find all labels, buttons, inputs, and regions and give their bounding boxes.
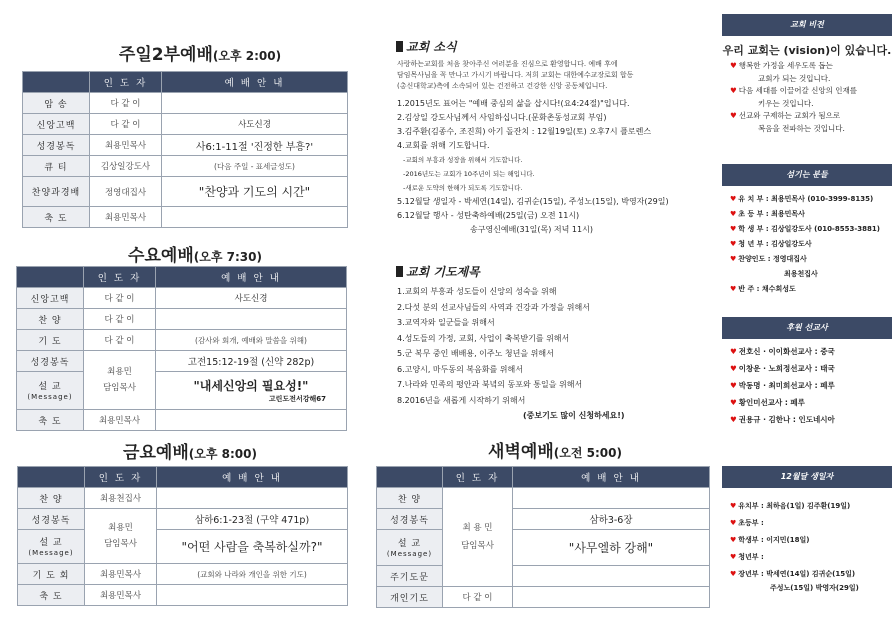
list-item: ♥ 선교와 구제하는 교회가 됨으로 <box>730 111 841 120</box>
list-item: 7.나라와 민족의 평안과 북녘의 동포와 통일을 위해서 <box>397 380 583 389</box>
wednesday-table <box>16 266 347 431</box>
friday-header-leader: 인 도 자 <box>85 467 157 488</box>
table-row: 성경봉독 최용민목사 사6:1-11절 '진정한 부흥?' <box>23 135 348 156</box>
heart-icon: ♥ <box>730 255 737 263</box>
list-item: -2016년도는 교회가 10주년이 되는 해입니다. <box>403 170 535 178</box>
sunday-title <box>80 40 320 65</box>
friday-title-text: 금요예배 <box>123 443 189 463</box>
wednesday-title-text: 수요예배 <box>128 246 194 266</box>
wednesday-header-leader: 인 도 자 <box>84 267 156 288</box>
list-item: ♥ 학생부 : 이지민(18일) <box>730 536 810 544</box>
list-item: ♥ 초등부 : <box>730 519 764 527</box>
list-item: ♥ 찬양인도 : 정영대집사 <box>730 255 807 263</box>
square-bullet-icon <box>396 266 403 277</box>
heart-icon: ♥ <box>730 210 737 218</box>
table-row: 축 도 최용민목사 <box>17 410 347 431</box>
heart-icon: ♥ <box>730 61 737 70</box>
heart-icon: ♥ <box>730 364 737 373</box>
list-item: 3.김주환(김종수, 조진희) 아기 돌잔치 : 12월19일(토) 오후7시 플로렌스 <box>397 127 652 136</box>
list-item: ♥ 반 주 : 채수희성도 <box>730 285 796 293</box>
heart-icon: ♥ <box>730 240 737 248</box>
table-row: 축 도 최용민목사 <box>23 207 348 228</box>
list-item: 2.김상일 강도사님께서 사임하십니다.(문화촌동성교회 부임) <box>397 113 607 122</box>
heart-icon: ♥ <box>730 225 737 233</box>
table-row: 성경봉독 최용민 담임목사 고전15:12-19절 (신약 282p) <box>17 351 347 372</box>
friday-title <box>80 438 300 463</box>
list-item: ♥ 행복한 가정을 세우도록 돕는 <box>730 61 833 70</box>
dawn-header-leader: 인 도 자 <box>443 467 513 488</box>
heart-icon: ♥ <box>730 415 737 424</box>
heart-icon: ♥ <box>730 86 737 95</box>
dawn-header-guide: 예 배 안 내 <box>513 467 710 488</box>
heart-icon: ♥ <box>730 111 737 120</box>
table-row: 찬양과경배 정영대집사 "찬양과 기도의 시간" <box>23 177 348 207</box>
heart-icon: ♥ <box>730 347 737 356</box>
sunday-header-guide: 예 배 안 내 <box>162 72 348 93</box>
news-heading: 교회 소식 <box>396 38 457 55</box>
table-row: 큐 티 김상일강도사 (다음 주일 - 표세글성도) <box>23 156 348 177</box>
dawn-title-text: 새벽예배 <box>488 442 554 462</box>
list-item: ♥ 전호신 · 이이화선교사 : 중국 <box>730 347 835 356</box>
list-item: ♥ 청 년 부 : 김상일강도사 <box>730 240 812 248</box>
sunday-time: (오후 2:00) <box>212 49 282 63</box>
heart-icon: ♥ <box>730 381 737 390</box>
list-item: 5.군 복무 중인 배배용, 이주노 청년을 위해서 <box>397 349 554 358</box>
list-item: 6.고양시, 마두동의 복음화를 위해서 <box>397 364 523 374</box>
square-bullet-icon <box>396 41 403 52</box>
table-row: 암 송 다 같 이 <box>23 93 348 114</box>
news-list <box>397 97 669 237</box>
heart-icon: ♥ <box>730 502 737 510</box>
list-item: ♥ 학 생 부 : 김상일강도사 (010-8553-3881) <box>730 225 880 233</box>
list-item: 4.성도들의 가정, 교회, 사업이 축복받기를 위해서 <box>397 333 570 343</box>
missionaries-heading: 후원 선교사 <box>722 317 892 339</box>
staff-heading: 섬기는 분들 <box>722 164 892 186</box>
list-item: 송구영신예배(31일(목) 저녁 11시) <box>470 225 593 234</box>
table-row: 신앙고백 다 같 이 사도신경 <box>23 114 348 135</box>
table-row: 찬 양 최용천집사 <box>18 488 348 509</box>
table-row: 기 도 다 같 이 (감사와 회개, 예배와 말씀을 위해) <box>17 330 347 351</box>
table-row: 성경봉독 삼하3-6장 <box>377 509 710 530</box>
list-item: 4.교회를 위해 기도합니다. <box>397 141 490 150</box>
list-item: ♥ 유 치 부 : 최용민목사 (010-3999-8135) <box>730 195 874 203</box>
dawn-time: (오전 5:00) <box>553 446 622 460</box>
list-item: ♥ 박동명 · 최미희선교사 : 페루 <box>730 381 835 390</box>
list-item: ♥ 장년부 : 박세연(14일) 김귀순(15일) <box>730 570 856 578</box>
sunday-table <box>22 71 348 228</box>
sunday-title-text: 주일2부예배 <box>118 45 213 65</box>
list-item: 1.교회의 부흥과 성도들이 신앙의 성숙을 위해 <box>397 287 557 296</box>
list-item: ♥ 초 등 부 : 최용민목사 <box>730 210 805 218</box>
list-item: ♥ 이창운 · 노희정선교사 : 태국 <box>730 364 835 373</box>
table-row: 성경봉독 최용민 담임목사 삼하6:1-23절 (구약 471p) <box>18 509 348 530</box>
friday-header-guide: 예 배 안 내 <box>157 467 348 488</box>
wednesday-title <box>80 241 310 266</box>
prayer-list <box>397 284 625 424</box>
table-row: 주기도문 <box>377 566 710 587</box>
heart-icon: ♥ <box>730 285 737 293</box>
sidebar-staff <box>722 164 892 297</box>
table-row: 설 교 (Message) "내세신앙의 필요성!" 고린도전서강해67 <box>17 372 347 410</box>
heart-icon: ♥ <box>730 536 737 544</box>
heart-icon: ♥ <box>730 398 737 407</box>
wednesday-time: (오후 7:30) <box>193 250 262 264</box>
prayer-heading: 교회 기도제목 <box>396 263 480 280</box>
table-row: 찬 양 최 용 민 담임목사 <box>377 488 710 509</box>
list-item: 복음을 전파하는 것입니다. <box>758 123 845 133</box>
list-item: 최용천집사 <box>784 270 818 278</box>
list-item: 3.교역자와 일군들을 위해서 <box>397 318 495 327</box>
list-item: ♥ 권용규 · 김한나 : 인도네시아 <box>730 415 835 424</box>
birthdays-heading: 12월달 생일자 <box>722 466 892 488</box>
vision-title: 우리 교회는 (vision)이 있습니다. <box>722 44 892 57</box>
list-item: ♥ 유치부 : 최하음(1일) 김주환(19일) <box>730 502 851 510</box>
sidebar-missionaries <box>722 317 892 428</box>
heart-icon: ♥ <box>730 553 737 561</box>
list-item: 2.다섯 분의 선교사님들의 사역과 건강과 가정을 위해서 <box>397 302 590 312</box>
list-item: 8.2016년을 새롭게 시작하기 위해서 <box>397 395 526 405</box>
heart-icon: ♥ <box>730 570 737 578</box>
news-intro: 사랑하는교회를 처음 찾아주신 여러분을 진심으로 환영합니다. 예배 후에 담임목사님을 꼭 만나고 가시기 바랍니다. 저희 교회는 대한예수교장로회 합동 (총신대학교)측에 소속되어 있는 건전하고 건강한 신앙 공동체입니다. <box>397 60 634 90</box>
list-item: 1.2015년도 표어는 "예배 중심의 삶을 삽시다!(요4:24절)"입니다. <box>397 99 630 108</box>
list-item: 교회가 되는 것입니다. <box>758 73 831 83</box>
dawn-table <box>376 466 710 608</box>
table-row: 설 교 (Message) "사무엘하 강해" <box>377 530 710 566</box>
list-item: 키우는 것입니다. <box>758 98 814 108</box>
list-item: -새로운 도약의 한해가 되도록 기도합니다. <box>403 184 523 192</box>
dawn-title <box>440 437 670 462</box>
sidebar-birthdays <box>722 466 892 594</box>
list-item: ♥ 다음 세대를 이끌어갈 신앙의 인재를 <box>730 86 857 95</box>
friday-time: (오후 8:00) <box>188 447 257 461</box>
wednesday-header-guide: 예 배 안 내 <box>156 267 347 288</box>
table-row: 축 도 최용민목사 <box>18 585 348 606</box>
table-row: 설 교 (Message) "어떤 사람을 축복하실까?" <box>18 530 348 564</box>
vision-heading: 교회 비전 <box>722 14 892 36</box>
list-item: 6.12월달 행사 - 성탄축하예배(25일(금) 오전 11시) <box>397 211 580 220</box>
heart-icon: ♥ <box>730 519 737 527</box>
sunday-header-leader: 인 도 자 <box>90 72 162 93</box>
list-item: ♥ 청년부 : <box>730 553 764 561</box>
heart-icon: ♥ <box>730 195 737 203</box>
list-item: 주성노(15일) 박영자(29일) <box>770 584 859 592</box>
table-row: 개인기도 다 같 이 <box>377 587 710 608</box>
list-item: -교회의 부흥과 성장을 위해서 기도합니다. <box>403 156 523 164</box>
list-item: 5.12월달 생일자 - 박세연(14일), 김귀순(15일), 주성노(15일), 박영자(29일) <box>397 197 669 206</box>
table-row: 기 도 회 최용민목사 (교회와 나라와 개인을 위한 기도) <box>18 564 348 585</box>
prayer-note: (중보기도 많이 신청하세요!) <box>523 411 625 420</box>
sidebar-vision <box>722 14 892 135</box>
friday-table <box>17 466 348 606</box>
table-row: 신앙고백 다 같 이 사도신경 <box>17 288 347 309</box>
table-row: 찬 양 다 같 이 <box>17 309 347 330</box>
list-item: ♥ 황인미선교사 : 페루 <box>730 398 805 407</box>
